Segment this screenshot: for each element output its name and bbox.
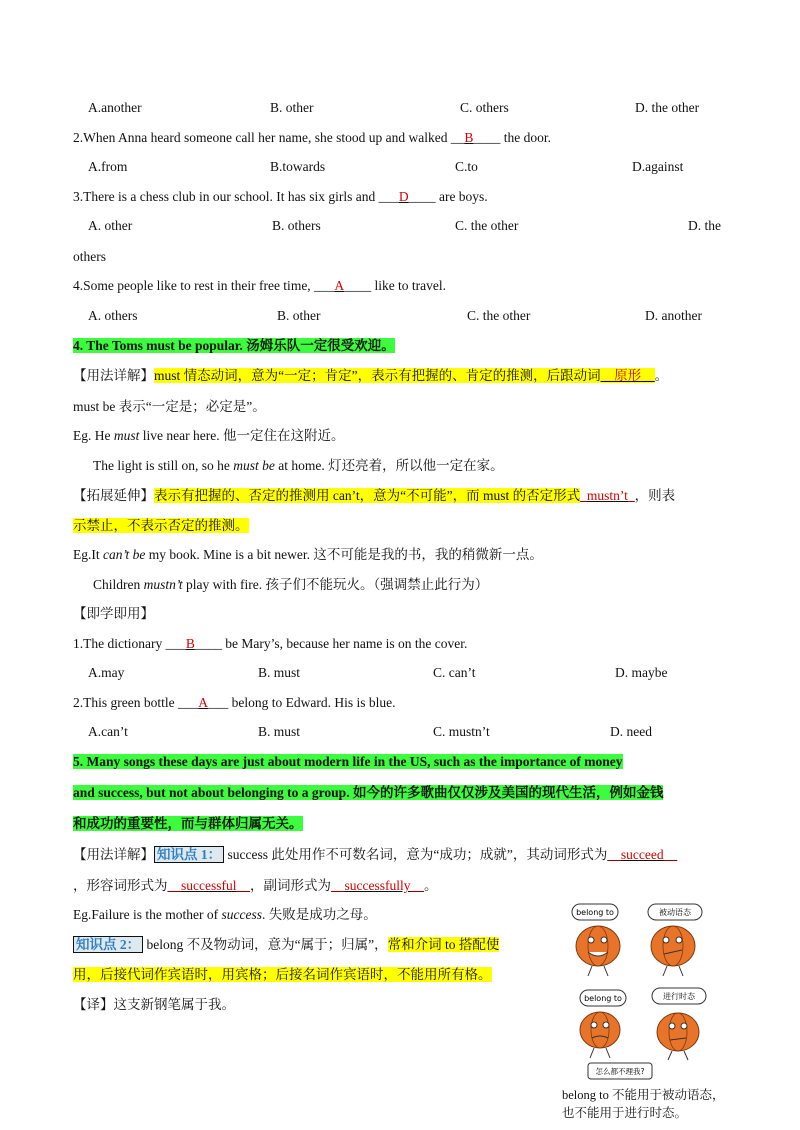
- q2-option-d: D.against: [632, 159, 684, 174]
- p2-option-d: D. need: [610, 724, 652, 739]
- p1-option-b: B. must: [258, 665, 301, 680]
- answer-q4: A: [334, 278, 345, 293]
- q3-option-d: D. the: [688, 218, 721, 233]
- q3-option-d-wrap: others: [73, 249, 106, 264]
- q4-option-d: D. another: [645, 308, 702, 323]
- p1-option-d: D. maybe: [615, 665, 668, 680]
- q2-option-b: B.towards: [270, 159, 326, 174]
- bubble-ignore: 怎么都不理我?: [595, 1067, 645, 1076]
- section-5-title-1: 5. Many songs these days are just about modern life in the US, such as the importance of money: [73, 754, 623, 769]
- bubble-belong-to-2: belong to: [584, 994, 622, 1003]
- p2-option-c: C. mustn’t: [433, 724, 490, 739]
- bubble-belong-to-1: belong to: [576, 908, 614, 917]
- section-4-usage: 【用法详解】must 情态动词，意为“一定；肯定”，表示有把握的、肯定的推测，后跟动词__原形__。: [73, 368, 669, 383]
- section-4-example-2: The light is still on, so he must be at home. 灯还亮着，所以他一定在家。: [93, 458, 504, 473]
- q3-option-c: C. the other: [455, 218, 519, 233]
- p1-option-a: A.may: [88, 665, 125, 680]
- q4-option-b: B. other: [277, 308, 321, 323]
- q1-option-b: B. other: [270, 100, 314, 115]
- q3-option-a: A. other: [88, 218, 133, 233]
- section-5-kp2-line2: 用，后接代词作宾语时，用宾格；后接名词作宾语时，不能用所有格。: [73, 967, 492, 982]
- bubble-passive: 被动语态: [659, 908, 691, 917]
- bubble-progressive: 进行时态: [663, 992, 695, 1001]
- practice-heading: 【即学即用】: [73, 606, 154, 621]
- section-4-extension: 【拓展延伸】表示有把握的、否定的推测用 can’t，意为“不可能”，而 must 的否定形式_mustn’t_，则表: [73, 488, 676, 503]
- section-5-title-2: and success, but not about belonging to a group. 如今的许多歌曲仅仅涉及美国的现代生活，例如金钱: [73, 785, 664, 800]
- section-5-title-3: 和成功的重要性，而与群体归属无关。: [73, 816, 303, 831]
- q4-option-c: C. the other: [467, 308, 531, 323]
- section-4-line2: must be 表示“一定是；必定是”。: [73, 399, 266, 414]
- question-4: 4.Some people like to rest in their free time, ___A____ like to travel.: [73, 278, 447, 293]
- q1-option-c: C. others: [460, 100, 509, 115]
- section-4-example-3: Eg.It can’t be my book. Mine is a bit newer. 这不可能是我的书，我的稍微新一点。: [73, 547, 543, 562]
- caption-line-1: belong to 不能用于被动语态，: [562, 1088, 725, 1102]
- answer-q2: B: [464, 130, 474, 145]
- question-2: 2.When Anna heard someone call her name, she stood up and walked __B____ the door.: [73, 130, 552, 145]
- p1-option-c: C. can’t: [433, 665, 476, 680]
- section-5-forms: ，形容词形式为__successful__，副词形式为__successfully__。: [73, 878, 438, 893]
- section-4-extension-line2: 示禁止，不表示否定的推测。: [73, 518, 249, 533]
- section-5-usage: 【用法详解】 知识点 1： success 此处用作不可数名词，意为“成功；成就”，其动词形式为__succeed__: [73, 847, 678, 862]
- answer-q3: D: [398, 189, 409, 204]
- q1-option-a: A.another: [88, 100, 142, 115]
- section-5-translate: 【译】这支新钢笔属于我。: [73, 997, 235, 1012]
- q1-option-d: D. the other: [635, 100, 700, 115]
- knowledge-point-2-badge: 知识点 2：: [73, 936, 143, 953]
- q4-option-a: A. others: [88, 308, 138, 323]
- p2-option-a: A.can’t: [88, 724, 128, 739]
- q3-option-b: B. others: [272, 218, 321, 233]
- section-5-kp2: 知识点 2： belong 不及物动词，意为“属于；归属”，常和介词 to 搭配使: [73, 935, 499, 955]
- q2-option-c: C.to: [455, 159, 478, 174]
- caption-line-2: 也不能用于进行时态。: [562, 1106, 688, 1120]
- section-5-example: Eg.Failure is the mother of success. 失败是成功之母。: [73, 907, 377, 922]
- section-4-example-1: Eg. He must live near here. 他一定住在这附近。: [73, 428, 345, 443]
- p2-option-b: B. must: [258, 724, 301, 739]
- belong-to-cartoon: [568, 900, 732, 1084]
- q2-option-a: A.from: [88, 159, 128, 174]
- cartoon-caption: [562, 1086, 725, 1122]
- section-4-title: 4. The Toms must be popular. 汤姆乐队一定很受欢迎。: [73, 338, 395, 353]
- knowledge-point-1-badge: 知识点 1：: [154, 846, 224, 863]
- practice-question-1: 1.The dictionary ___B____ be Mary’s, because her name is on the cover.: [73, 636, 468, 651]
- practice-question-2: 2.This green bottle ___A___ belong to Edward. His is blue.: [73, 695, 396, 710]
- section-4-example-4: Children mustn’t play with fire. 孩子们不能玩火。（强调禁止此行为）: [93, 577, 489, 592]
- question-3: 3.There is a chess club in our school. It has six girls and ___D____ are boys.: [73, 189, 488, 204]
